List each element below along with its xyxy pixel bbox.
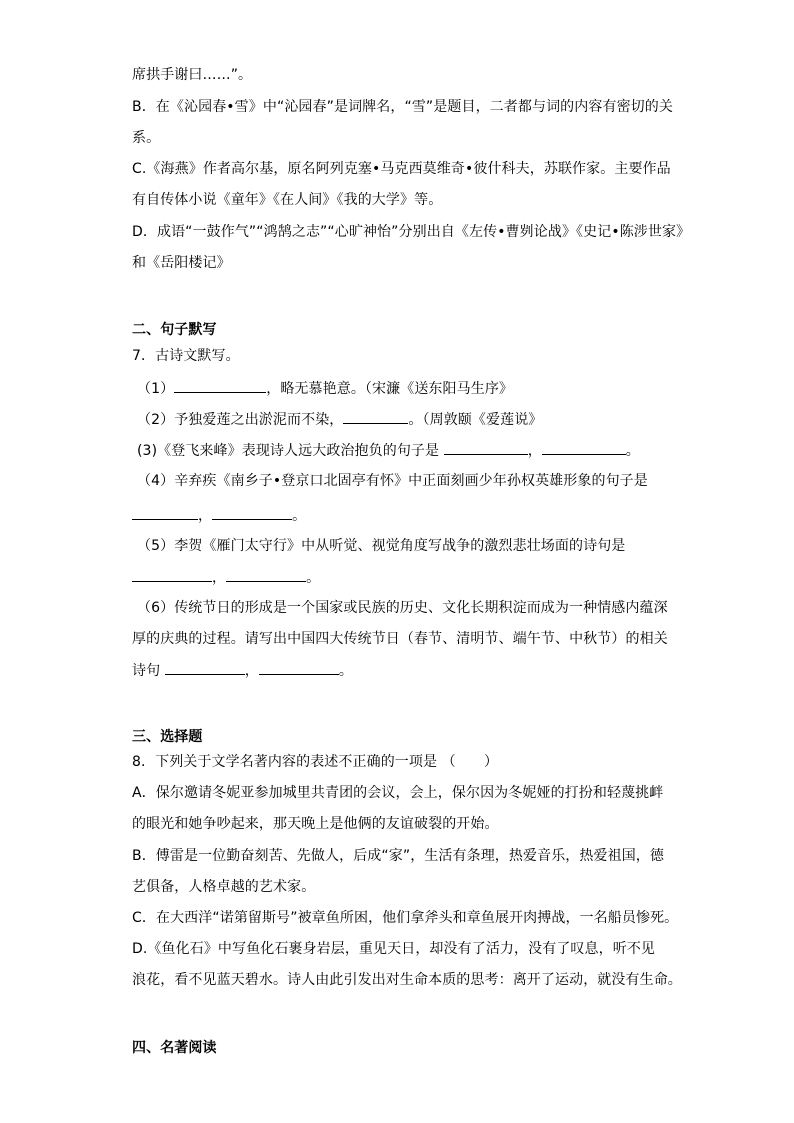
question-8-stem: 8．下列关于文学名著内容的表述不正确的一项是 （ ） xyxy=(132,754,499,770)
section-4-title: 四、名著阅读 xyxy=(132,1040,217,1056)
q8-option-d-line-1: D.《鱼化石》中写鱼化石裹身岩层，重见天日，却没有了活力，没有了叹息，听不见 xyxy=(132,941,656,957)
section-2-title: 二、句子默写 xyxy=(132,322,217,338)
answer-blank[interactable] xyxy=(165,660,245,675)
answer-blank[interactable] xyxy=(174,378,266,393)
answer-blank[interactable] xyxy=(212,505,292,520)
q7-item-3 xyxy=(137,440,640,461)
option-d-line-1: D．成语“一鼓作气”“鸿鹄之志”“心旷神怡”分别出自《左传•曹刿论战》《史记•陈涉世家》 xyxy=(132,224,691,240)
q7-item-1-prefix: （1） xyxy=(137,381,175,397)
q7-item-4-line-2 xyxy=(132,505,306,526)
answer-blank[interactable] xyxy=(226,567,306,582)
section-3-title: 三、选择题 xyxy=(132,729,203,745)
q7-item-3-mid: ， xyxy=(527,443,542,459)
q7-item-4-line-1: （4）辛弃疾《南乡子•登京口北固亭有怀》中正面刻画少年孙权英雄形象的句子是 xyxy=(137,473,648,489)
q7-item-5-suffix: 。 xyxy=(306,570,321,586)
question-7-stem: 7．古诗文默写。 xyxy=(132,348,240,364)
option-c-line-1: C.《海燕》作者高尔基，原名阿列克塞•马克西莫维奇•彼什科夫，苏联作家。主要作品 xyxy=(132,161,671,177)
q8-option-d-line-2: 浪花，看不见蓝天碧水。诗人由此引发出对生命本质的思考：离开了运动，就没有生命。 xyxy=(132,972,682,988)
q7-item-6-line-2: 厚的庆典的过程。请写出中国四大传统节日（春节、清明节、端午节、中秋节）的相关 xyxy=(132,631,668,647)
q7-item-2-suffix: 。（周敦颐《爱莲说》 xyxy=(408,412,543,428)
option-c-line-2: 有自传体小说《童年》《在人间》《我的大学》等。 xyxy=(132,192,443,208)
q7-item-2-prefix: （2）予独爱莲之出淤泥而不染， xyxy=(137,412,344,428)
q7-item-6-line-1: （6）传统节日的形成是一个国家或民族的历史、文化长期积淀而成为一种情感内蕴深 xyxy=(137,600,668,616)
prev-text-line: 席拱手谢曰……”。 xyxy=(132,67,253,83)
q7-item-4-mid: ， xyxy=(198,508,213,524)
q8-option-b-line-2: 艺俱备，人格卓越的艺术家。 xyxy=(132,879,316,895)
q7-item-3-prefix: (3)《登飞来峰》表现诗人远大政治抱负的句子是 xyxy=(137,443,444,459)
q7-item-6-line-3 xyxy=(132,660,353,681)
q8-option-a-line-1: A．保尔邀请冬妮亚参加城里共青团的会议，会上，保尔因为冬妮娅的打扮和轻蔑挑衅 xyxy=(132,785,664,801)
q7-item-4-suffix: 。 xyxy=(292,508,307,524)
answer-blank[interactable] xyxy=(542,440,626,455)
option-b-line-1: B．在《沁园春•雪》中“沁园春”是词牌名，“雪”是题目，二者都与词的内容有密切的关 xyxy=(132,99,673,115)
q7-item-2 xyxy=(137,409,542,430)
answer-blank[interactable] xyxy=(343,409,408,424)
q7-item-1 xyxy=(137,378,513,399)
q7-item-6-prefix: 诗句 xyxy=(132,663,165,679)
q8-option-a-line-2: 的眼光和她争吵起来，那天晚上是他俩的友谊破裂的开始。 xyxy=(132,816,499,832)
answer-blank[interactable] xyxy=(444,440,528,455)
q7-item-6-mid: ， xyxy=(244,663,259,679)
q7-item-3-suffix: 。 xyxy=(625,443,640,459)
option-b-line-2: 系。 xyxy=(132,130,161,146)
q7-item-6-suffix: 。 xyxy=(338,663,353,679)
answer-blank[interactable] xyxy=(259,660,339,675)
q8-option-c-line-1: C．在大西洋“诺第留斯号”被章鱼所困，他们拿斧头和章鱼展开肉搏战，一名船员惨死。 xyxy=(132,910,679,926)
q7-item-5-line-2 xyxy=(132,567,320,588)
q7-item-1-suffix: ，略无慕艳意。（宋濂《送东阳马生序》 xyxy=(266,381,514,397)
q8-option-b-line-1: B．傅雷是一位勤奋刻苦、先做人，后成“家”，生活有条理，热爱音乐，热爱祖国，德 xyxy=(132,848,665,864)
q7-item-5-mid: ， xyxy=(212,570,227,586)
option-d-line-2: 和《岳阳楼记》 xyxy=(132,255,231,271)
q7-item-5-line-1: （5）李贺《雁门太守行》中从听觉、视觉角度写战争的激烈悲壮场面的诗句是 xyxy=(137,538,626,554)
answer-blank[interactable] xyxy=(132,505,198,520)
answer-blank[interactable] xyxy=(132,567,212,582)
